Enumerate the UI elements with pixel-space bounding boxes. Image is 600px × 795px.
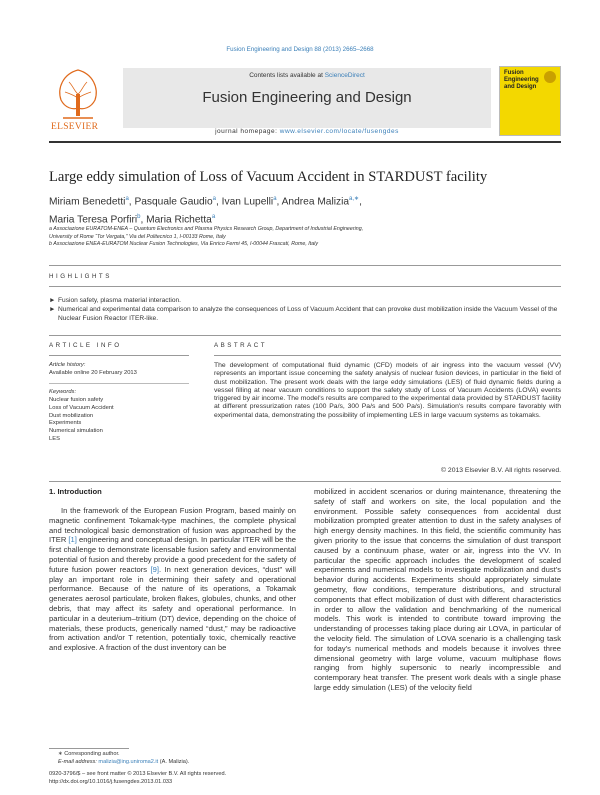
keyword: Loss of Vacuum Accident xyxy=(49,404,114,411)
issn-line: 0920-3796/$ – see front matter © 2013 Elsevier B.V. All rights reserved. xyxy=(49,771,227,777)
keyword: Numerical simulation xyxy=(49,427,103,434)
author-name: Maria Teresa Porfiri xyxy=(49,214,138,226)
author-affil-mark[interactable]: a,∗ xyxy=(349,196,360,202)
highlights-list xyxy=(49,296,561,324)
author-line-2: Maria Teresa Porfiri$^b$, Maria Richetta$^a$ xyxy=(49,213,216,226)
author-name: Maria Richetta xyxy=(146,214,212,226)
affiliation-b: b Associazione ENEA-EURATOM Nuclear Fusion Technologies, Via Enrico Fermi 45, I-00044 Frascati, Rome, Italy xyxy=(49,241,318,247)
author-name: Pasquale Gaudio xyxy=(134,196,213,208)
article-info xyxy=(49,362,189,443)
history-value: Available online 20 February 2013 xyxy=(49,369,137,376)
keyword: Dust mobilization xyxy=(49,412,94,419)
article-info-rule xyxy=(49,355,189,356)
sciencedirect-link[interactable]: ScienceDirect xyxy=(324,72,365,79)
citation-link[interactable]: [9] xyxy=(150,564,159,574)
keywords-label: Keywords: xyxy=(49,389,77,396)
affiliation-a-line1: a Associazione EURATOM-ENEA – Quantum Electronics and Plasma Physics Research Group, Department of Industrial Engineering, xyxy=(49,226,364,232)
affiliation-a xyxy=(49,226,561,249)
email-link[interactable]: malizia@ing.uniroma2.it xyxy=(98,759,159,765)
cover-title: Fusion Engineering and Design xyxy=(504,70,539,90)
footnote-corresponding: ∗ Corresponding author. xyxy=(58,751,120,757)
author-affil-mark[interactable]: a xyxy=(273,196,277,202)
journal-title: Fusion Engineering and Design xyxy=(202,89,412,106)
author-affil-mark[interactable]: a xyxy=(211,213,216,220)
journal-homepage xyxy=(123,128,491,135)
cover-emblem-icon xyxy=(544,71,556,83)
intro-left-column: In the framework of the European Fusion Program, based mainly on magnetic confinement Tokamak-type machines, the complete physical and technological basic demonstration of fusion was approached by the ITER [1] engineering and conceptual design. In particular ITER will be the first challenge to demonstrate licensable fusion safety and environmental potential of fusion and thereby provide a good precedent for the safety of future fusion power reactors [9]. In next generation devices, “dust” will play an important role in determining their safety and operational performance. Because of the nature of its operations, a Tokamak generates aerosol particulate, broken flakes, globules, chunks, and other debris, that may affect its safety and operational performance. In particular in a deuterium–tritium (DT) device, depending on the choice of materials, these products, generically named “dust,” may be radioactive from activation and/or T retention, potentially toxic, chemically reactive and explosive. A fraction of the dust inventory can be xyxy=(49,506,296,653)
journal-reference[interactable]: Fusion Engineering and Design 88 (2013) 2665–2668 xyxy=(226,46,374,53)
article-info-heading: ARTICLE INFO xyxy=(49,342,122,349)
author-list xyxy=(49,192,469,228)
paper-title: Large eddy simulation of Loss of Vacuum Accident in STARDUST facility xyxy=(49,169,488,185)
keyword: LES xyxy=(49,435,60,442)
abstract-heading: ABSTRACT xyxy=(214,342,268,349)
affiliation-a-line2: University of Rome “Tor Vergata,” Via del Politecnico 1, I-00133 Rome, Italy xyxy=(49,233,226,240)
elsevier-wordmark: ELSEVIER xyxy=(51,122,99,132)
footnote-email: E-mail address: malizia@ing.uniroma2.it (A. Malizia). xyxy=(58,759,190,765)
author-name: Ivan Lupelli xyxy=(221,196,274,208)
author-affil-mark[interactable]: a xyxy=(125,196,129,202)
triangle-bullet-icon: ► xyxy=(49,297,56,304)
author-line-1: Miriam Benedetti$^a$, Pasquale Gaudio$^a$, Ivan Lupelli$^a$, Andrea Malizia$^{a,∗}$, xyxy=(49,196,362,208)
elsevier-logo[interactable] xyxy=(49,64,107,136)
footnote-rule xyxy=(49,748,129,749)
keyword: Nuclear fusion safety xyxy=(49,397,104,404)
section-heading-introduction: 1. Introduction xyxy=(49,487,102,496)
abstract-bottom-rule xyxy=(49,481,561,482)
author-affil-mark[interactable]: a xyxy=(212,196,216,202)
journal-masthead xyxy=(49,64,561,138)
abstract-text: The development of computational fluid dynamic (CFD) models of air ingress into the vacuum vessel (VV) represents an important issue concerning the safety analysis of nuclear fusion devices, in particular in the field of dust mobilization. The present work deals with the large eddy simulations (LES) of fluid dynamic fields during a vessel filling at near vacuum conditions to support the safety study of Loss of Vacuum Accidents (LOVA) events triggered by air income. The model's results are compared to the experimental data provided by STARDUST facility at different pressurization rates (100 Pa/s, 300 Pa/s and 500 Pa/s). Simulation's results compare favorably with experimental data, demonstrating the possibility of implementing LES in large vacuum systems as tokamaks. xyxy=(214,362,561,419)
abstract-copyright: © 2013 Elsevier B.V. All rights reserved. xyxy=(441,467,561,474)
journal-cover-thumbnail[interactable] xyxy=(499,66,561,136)
contents-prefix: Contents lists available at xyxy=(249,72,325,79)
contents-line xyxy=(123,72,491,79)
journal-header-box xyxy=(123,68,491,128)
abstract-rule xyxy=(214,355,561,356)
highlights-rule xyxy=(49,286,561,287)
homepage-label: journal homepage: xyxy=(215,128,280,135)
author-name: Andrea Malizia xyxy=(281,196,350,208)
elsevier-tree-icon xyxy=(49,64,107,122)
keyword: Experiments xyxy=(49,420,82,427)
highlight-item: ► Fusion safety, plasma material interaction. xyxy=(49,297,182,304)
intro-right-column: mobilized in accident scenarios or during maintenance, threatening the safety of staff and workers on site, the local population and the environment. Possible safety consequences from accidental dust mobilization prompted greater attention to dust in the safety analyses of high energy density machines. In this field, the scientific community has given priority to the issue that concerns the simulation of dust transport caused by a continuum phase, water or air, ingress into the VV. In particular the specific approach includes the development of scaled experiments and numerical models to investigate mobilization and dust's behavior during accidents. Experiments should appropriately simulate geometry, flow conditions, temperature distributions, and structural components that effect mobilization of dust with different characteristics in order to allow the validation and benchmarking of the numerical models. This work is intended to contribute toward improving the understanding of processes taking place during air LOVA, in particular of the velocity field. The simulation of LOVA scenario is a challenging task for today's numerical methods and models because it involves three dimensional geometry with large volume, vacuum multiphase flows ranging from highly supersonic to nearly incompressible and contemporary heat transfer. The present work deals with a single phase large eddy simulation (LES) of the velocity field xyxy=(314,487,561,692)
highlights-bottom-rule xyxy=(49,335,561,336)
author-affil-mark[interactable]: b xyxy=(137,213,141,220)
affil-rule xyxy=(49,265,561,266)
author-name: Miriam Benedetti xyxy=(49,196,126,208)
info-divider xyxy=(49,383,189,384)
triangle-bullet-icon: ► xyxy=(49,306,56,314)
homepage-link[interactable]: www.elsevier.com/locate/fusengdes xyxy=(279,128,399,135)
citation-link[interactable]: [1] xyxy=(68,535,77,545)
doi-link[interactable]: http://dx.doi.org/10.1016/j.fusengdes.2013.01.033 xyxy=(49,779,173,785)
history-label: Article history: xyxy=(49,362,86,368)
highlight-item: ► Numerical and experimental data comparison to analyze the consequences of Loss of Vacuum Accident that can provoke dust mobilization inside the Vacuum Vessel of the Nuclear Fusion Reactor ITER-like. xyxy=(49,306,558,323)
highlights-heading: HIGHLIGHTS xyxy=(49,273,112,280)
masthead-rule xyxy=(49,141,561,143)
